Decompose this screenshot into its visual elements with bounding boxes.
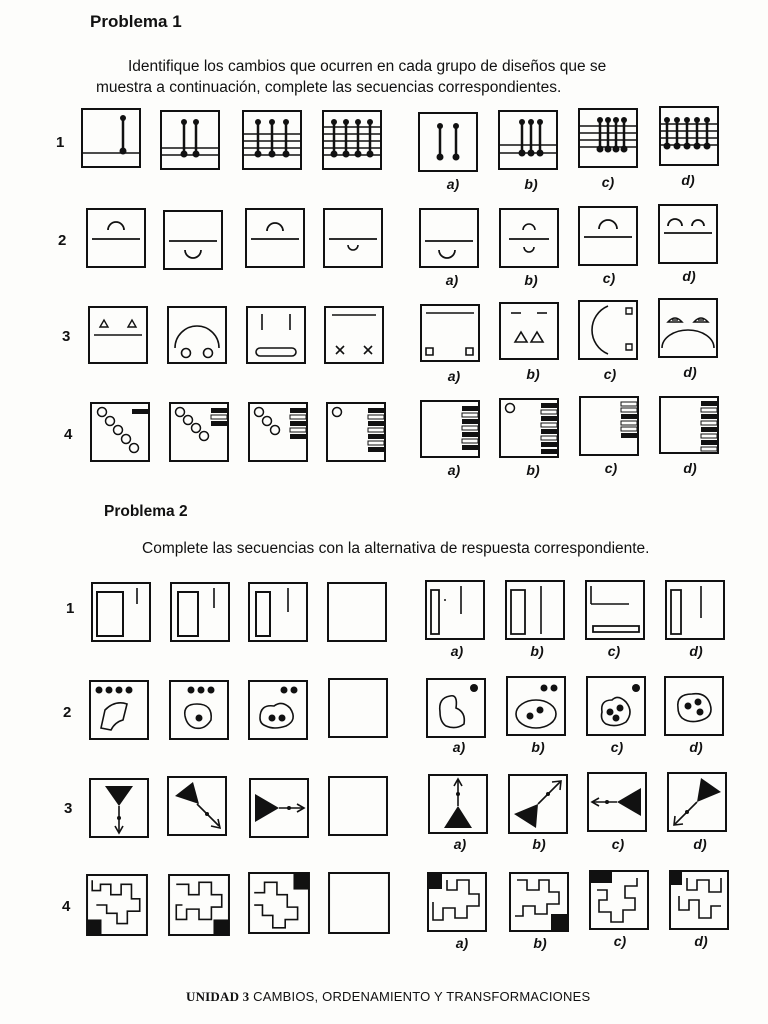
- problem-1-instruction-line-1: Identifique los cambios que ocurren en cada grupo de diseños que se: [128, 58, 607, 75]
- p1-r1-seq-2: [158, 110, 222, 170]
- p1-r2-label-d: d): [682, 268, 696, 284]
- p2-r4-label-a: a): [455, 935, 469, 951]
- p2-r1-seq-2: [170, 582, 230, 642]
- p1-r3-label-d: d): [683, 364, 697, 380]
- p2-r2-label-b: b): [531, 739, 545, 755]
- p1-r1-label-b: b): [524, 176, 538, 192]
- p1-r2-option-b[interactable]: [499, 208, 559, 268]
- p1-r3-option-d[interactable]: [657, 298, 719, 358]
- p1-r3-seq-2: [166, 306, 228, 364]
- p2-r2-seq-3: [248, 680, 308, 740]
- p1-r3-label-c: c): [603, 366, 617, 382]
- p1-r4-option-d[interactable]: [659, 396, 719, 454]
- p2-row-3-number: 3: [64, 800, 73, 817]
- p2-r1-option-d[interactable]: [664, 580, 726, 640]
- p2-r1-option-b[interactable]: [504, 580, 566, 640]
- p1-r2-option-d[interactable]: [657, 204, 719, 264]
- p2-r4-option-d[interactable]: [668, 870, 730, 930]
- p1-r4-seq-1: [88, 402, 152, 462]
- p2-r2-option-b[interactable]: [506, 676, 566, 736]
- p1-r4-label-b: b): [526, 462, 540, 478]
- p2-r4-label-c: c): [613, 933, 627, 949]
- p2-r4-seq-2: [168, 874, 230, 936]
- p2-r4-seq-3: [248, 872, 310, 934]
- p2-r4-option-a[interactable]: [426, 872, 488, 932]
- p2-r1-option-a[interactable]: [424, 580, 486, 640]
- p1-r1-option-a[interactable]: [418, 112, 478, 172]
- p2-r3-seq-1: [88, 778, 150, 838]
- p1-r4-seq-3: [248, 402, 308, 462]
- p1-r3-option-a[interactable]: [420, 304, 480, 362]
- p1-r2-seq-4: [322, 208, 384, 268]
- p2-r3-option-b[interactable]: [508, 774, 568, 834]
- p2-r3-option-c[interactable]: [586, 772, 648, 832]
- p1-r4-option-c[interactable]: [579, 396, 639, 456]
- p2-r2-option-d[interactable]: [664, 676, 724, 736]
- p2-r1-seq-3: [248, 582, 308, 642]
- p1-row-4-number: 4: [64, 426, 73, 443]
- p1-r1-option-d[interactable]: [657, 106, 721, 166]
- p1-r4-label-d: d): [683, 460, 697, 476]
- p1-r4-option-b[interactable]: [499, 398, 559, 458]
- p2-r2-seq-4-blank: [328, 678, 388, 738]
- p2-r2-seq-2: [168, 680, 230, 740]
- p1-r1-option-c[interactable]: [577, 108, 639, 168]
- problem-1-instruction-line-2: muestra a continuación, complete las secuencias correspondientes.: [96, 79, 562, 96]
- p2-r2-option-c[interactable]: [586, 676, 646, 736]
- p1-r1-label-d: d): [681, 172, 695, 188]
- p1-r1-option-b[interactable]: [497, 110, 559, 170]
- p1-r2-label-c: c): [602, 270, 616, 286]
- p2-r3-label-b: b): [532, 836, 546, 852]
- p1-r3-option-c[interactable]: [577, 300, 639, 360]
- p1-row-2-number: 2: [58, 232, 67, 249]
- p2-r3-seq-3: [248, 778, 310, 838]
- p2-r1-label-b: b): [530, 643, 544, 659]
- p1-r1-seq-1: [78, 108, 144, 168]
- p1-r2-seq-1: [84, 208, 148, 268]
- p2-r2-option-a[interactable]: [426, 678, 486, 738]
- p2-r1-option-c[interactable]: [584, 580, 646, 640]
- p1-r2-seq-2: [162, 210, 224, 270]
- p1-r2-option-c[interactable]: [577, 206, 639, 266]
- p2-r4-option-c[interactable]: [588, 870, 650, 930]
- p2-row-1-number: 1: [66, 600, 75, 617]
- p2-r4-label-d: d): [694, 933, 708, 949]
- p1-r3-seq-3: [246, 306, 306, 364]
- p2-r2-label-d: d): [689, 739, 703, 755]
- p2-row-4-number: 4: [62, 898, 71, 915]
- p1-r4-seq-4: [326, 402, 386, 462]
- p1-r2-label-b: b): [524, 272, 538, 288]
- p1-r3-seq-4: [324, 306, 384, 364]
- p1-r4-label-a: a): [447, 462, 461, 478]
- p1-row-3-number: 3: [62, 328, 71, 345]
- p1-r4-label-c: c): [604, 460, 618, 476]
- p1-r1-label-c: c): [601, 174, 615, 190]
- problem-2-instruction: Complete las secuencias con la alternativa de respuesta correspondiente.: [142, 540, 650, 557]
- p2-r1-seq-4-blank: [326, 582, 388, 642]
- p2-r1-seq-1: [90, 582, 152, 642]
- p2-r3-seq-2: [166, 776, 228, 836]
- p2-row-2-number: 2: [63, 704, 72, 721]
- footer-unit: UNIDAD 3: [186, 989, 250, 1004]
- p1-r3-label-a: a): [447, 368, 461, 384]
- p2-r3-label-c: c): [611, 836, 625, 852]
- p2-r2-label-a: a): [452, 739, 466, 755]
- p2-r4-label-b: b): [533, 935, 547, 951]
- p1-r3-option-b[interactable]: [499, 302, 559, 360]
- p2-r3-label-a: a): [453, 836, 467, 852]
- p2-r4-seq-1: [86, 874, 148, 936]
- p2-r1-label-c: c): [607, 643, 621, 659]
- p2-r2-label-c: c): [610, 739, 624, 755]
- problem-1-heading: Problema 1: [90, 12, 182, 31]
- p1-r4-option-a[interactable]: [420, 400, 480, 458]
- p2-r1-label-d: d): [689, 643, 703, 659]
- p2-r4-seq-4-blank: [328, 872, 390, 934]
- p1-r1-seq-4: [320, 110, 384, 170]
- p1-r3-seq-1: [88, 306, 148, 364]
- p1-r1-seq-3: [240, 110, 304, 170]
- footer-title: CAMBIOS, ORDENAMIENTO Y TRANSFORMACIONES: [253, 989, 591, 1004]
- p1-r2-option-a[interactable]: [418, 208, 480, 268]
- p2-r3-option-a[interactable]: [428, 774, 488, 834]
- p2-r3-label-d: d): [693, 836, 707, 852]
- p2-r3-option-d[interactable]: [666, 772, 728, 832]
- p2-r4-option-b[interactable]: [508, 872, 570, 932]
- p2-r1-label-a: a): [450, 643, 464, 659]
- p1-row-1-number: 1: [56, 134, 65, 151]
- p1-r1-label-a: a): [446, 176, 460, 192]
- p2-r2-seq-1: [88, 680, 150, 740]
- p1-r3-label-b: b): [526, 366, 540, 382]
- problem-2-heading: Problema 2: [104, 503, 188, 520]
- p1-r4-seq-2: [168, 402, 230, 462]
- p1-r2-label-a: a): [445, 272, 459, 288]
- page-footer: [186, 989, 590, 1005]
- p2-r3-seq-4-blank: [328, 776, 388, 836]
- p1-r2-seq-3: [244, 208, 306, 268]
